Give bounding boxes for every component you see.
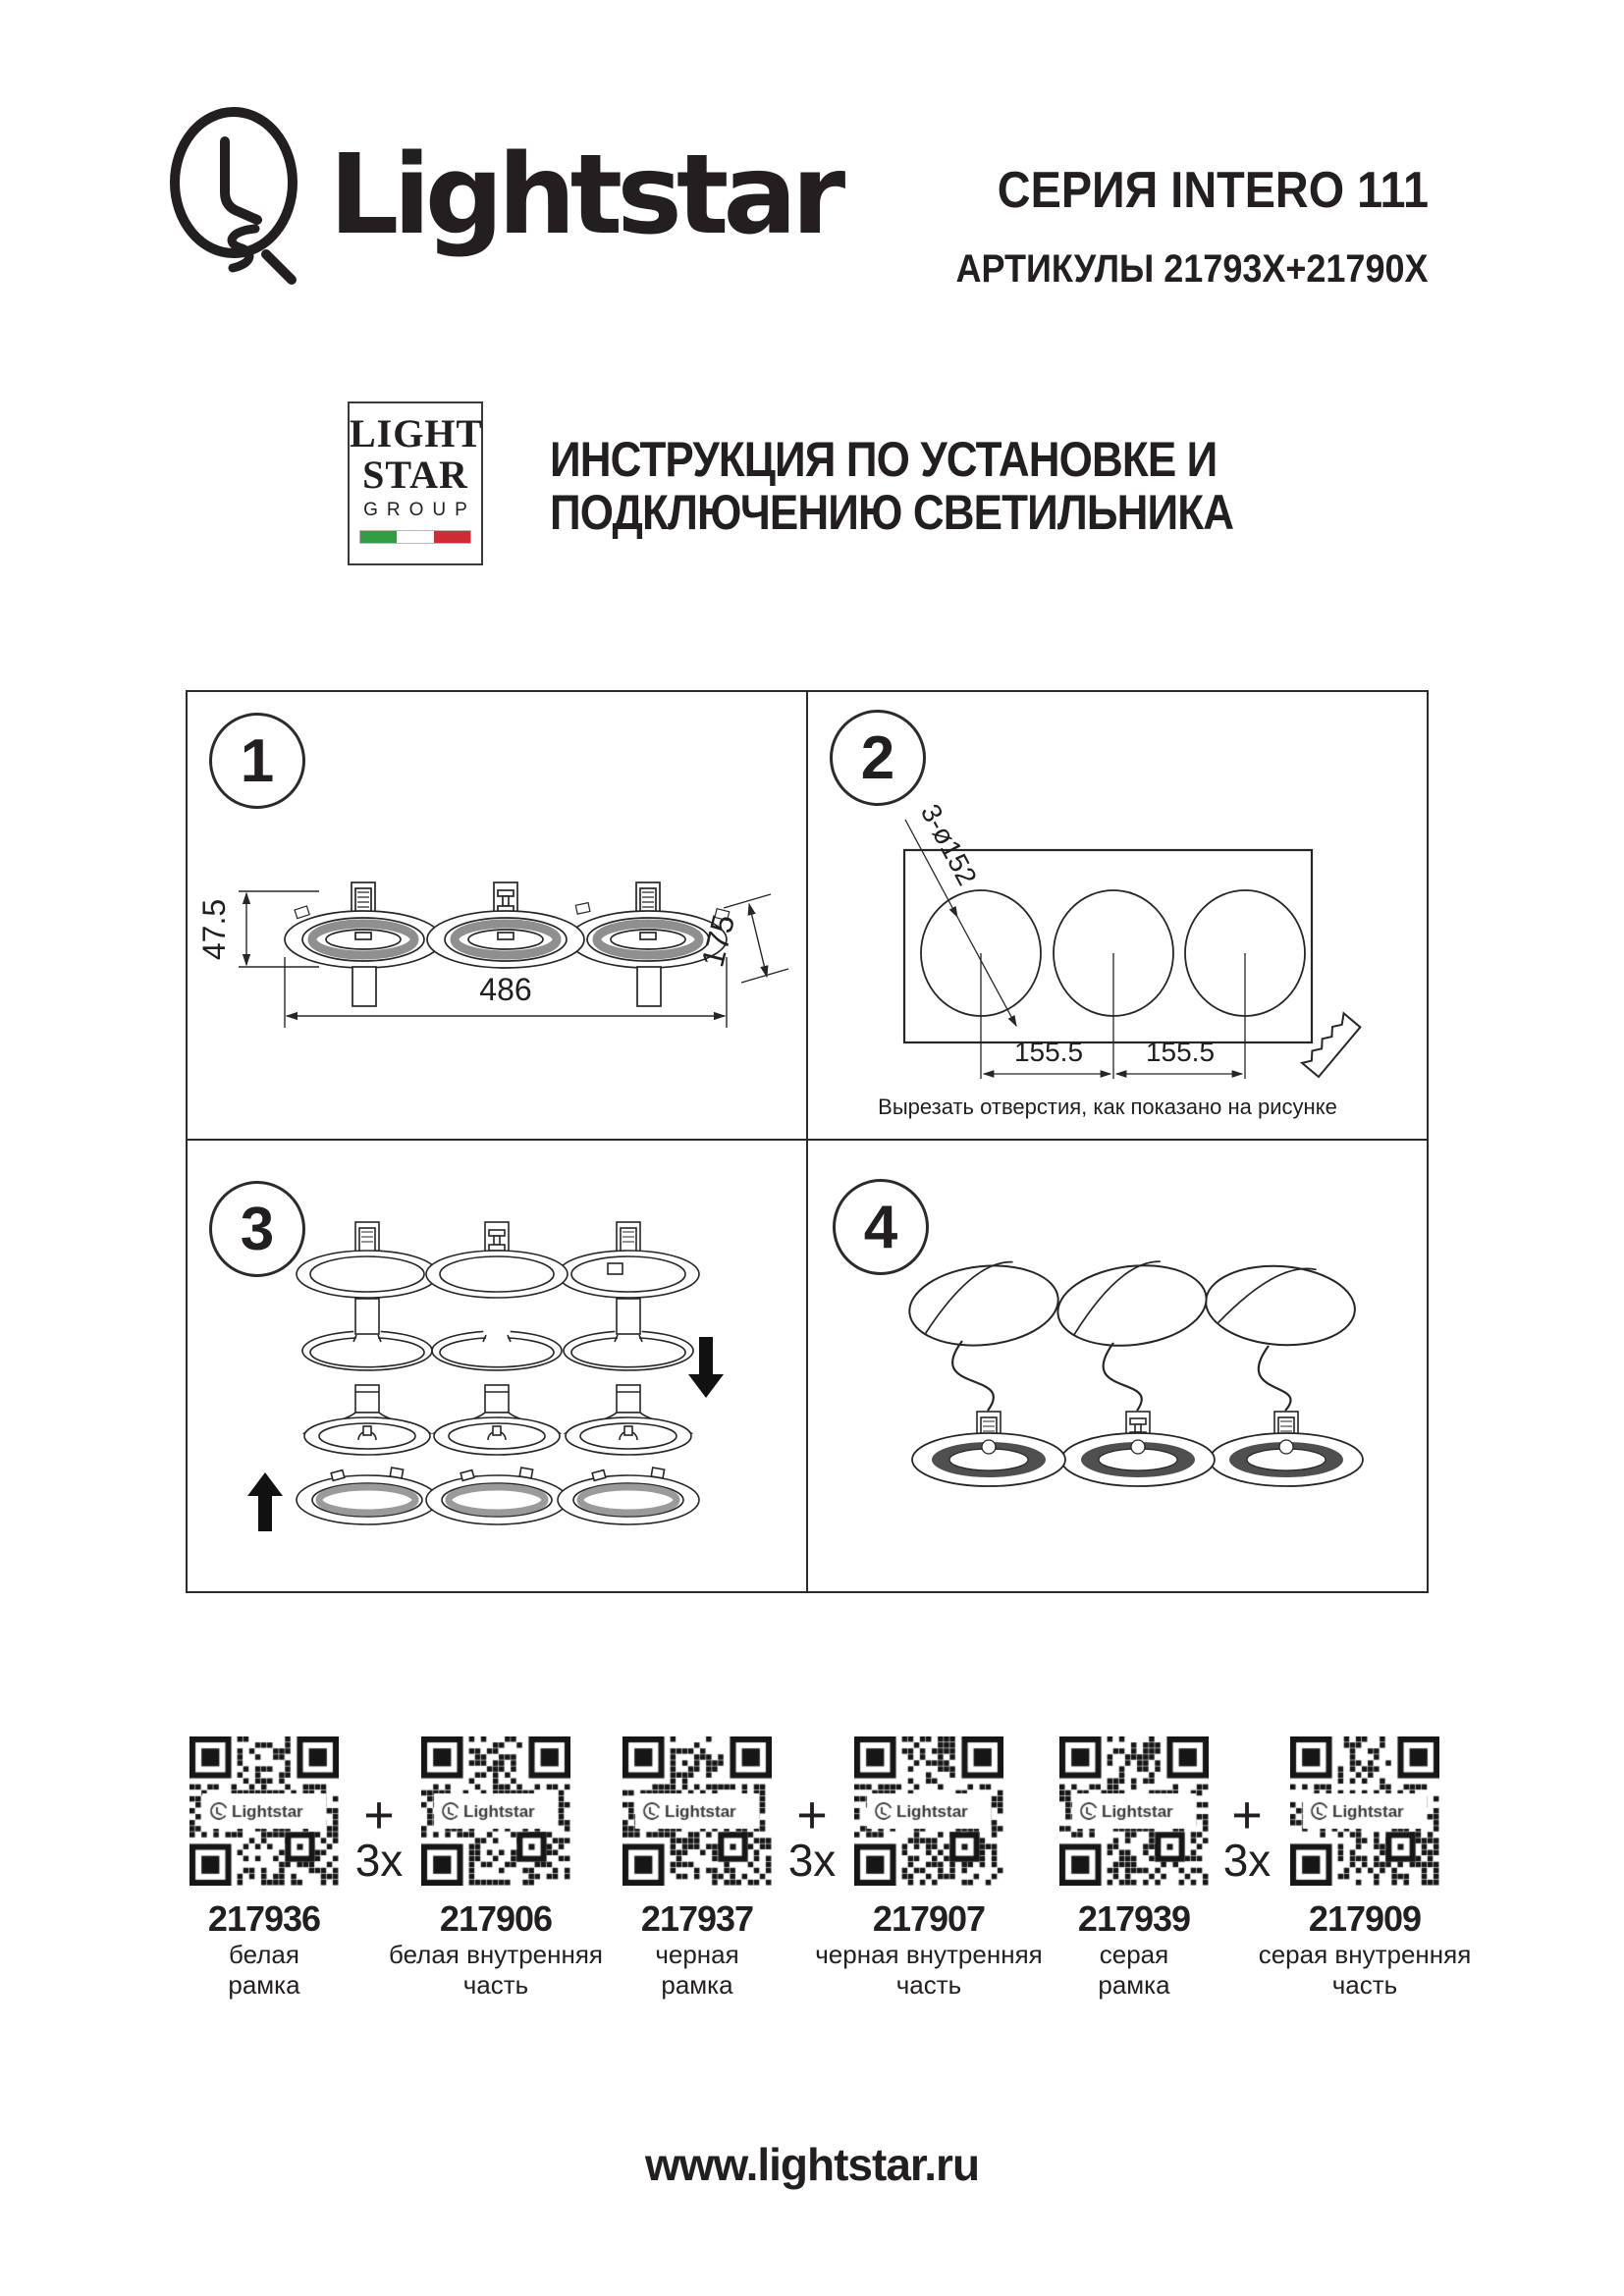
dim-spacing2-label: 155.5 (1145, 1037, 1216, 1067)
product-code: 217909 (1308, 1898, 1422, 1939)
plus-sign-1: + (363, 1786, 395, 1844)
inner-ring (426, 1468, 568, 1524)
retaining-rings (302, 1331, 693, 1370)
product-label: серая рамка (1098, 1940, 1170, 2000)
lightstar-group-logo (348, 401, 483, 565)
product-label: серая внутренняя часть (1258, 1940, 1472, 2000)
lamps (304, 1385, 691, 1455)
inner-ring (297, 1468, 438, 1524)
group-logo-light: LIGHT (350, 411, 484, 455)
italian-flag-bar (359, 530, 471, 544)
arrow-down-icon (688, 1337, 724, 1398)
plus-sign-2: + (796, 1786, 828, 1844)
dim-height-label: 47.5 (196, 898, 232, 961)
lamp (566, 1385, 691, 1455)
product-code: 217937 (640, 1898, 754, 1939)
multiplier-2: 3x (787, 1835, 837, 1886)
dim-width-label: 486 (479, 972, 532, 1007)
brand-wordmark: Lightstar (329, 132, 840, 259)
panel-4-installed-drawing (807, 1140, 1429, 1593)
qr-code-217907 (854, 1736, 1003, 1886)
step-1-badge: 1 (209, 713, 305, 809)
articles-line: АРТИКУЛЫ 21793X+21790X (955, 247, 1429, 291)
group-logo-group: GROUP (363, 500, 476, 520)
wires (952, 1341, 1290, 1411)
qr-code-217936 (189, 1736, 339, 1886)
mounting-covers (905, 1256, 1358, 1354)
flag-green (360, 531, 397, 543)
qr-code-217909 (1290, 1736, 1439, 1886)
product-code: 217939 (1077, 1898, 1191, 1939)
dim-spacing1-label: 155.5 (1013, 1037, 1084, 1067)
flag-white (397, 531, 433, 543)
website-url: www.lightstar.ru (644, 2139, 980, 2190)
dim-depth-label: 175 (694, 911, 742, 971)
product-code: 217906 (439, 1898, 553, 1939)
step-3-badge: 3 (209, 1181, 305, 1277)
group-logo-star: STAR (362, 453, 468, 497)
product-label: черная внутренняя часть (815, 1940, 1043, 2000)
qr-code-217937 (623, 1736, 772, 1886)
page-title-line1: ИНСТРУКЦИЯ ПО УСТАНОВКЕ И (550, 432, 1218, 487)
product-label: белая рамка (228, 1940, 300, 2000)
drill-diameter-label: 3-ø152 (914, 799, 983, 890)
lamp (304, 1385, 430, 1455)
series-title: СЕРИЯ INTERO 111 (997, 162, 1429, 219)
lightstar-bulb-icon (169, 104, 306, 293)
flag-red (434, 531, 470, 543)
arrow-up-icon (247, 1472, 283, 1531)
multiplier-3: 3x (1222, 1835, 1272, 1886)
dark-lamp-rims (932, 1440, 1343, 1477)
multiplier-1: 3x (354, 1835, 404, 1886)
inner-rings (297, 1468, 699, 1524)
panel-2-cutout-drawing (807, 690, 1429, 1140)
product-label: черная рамка (655, 1940, 739, 2000)
product-code: 217936 (207, 1898, 321, 1939)
step-4-badge: 4 (833, 1179, 929, 1275)
installed-plate (912, 1433, 1363, 1486)
qr-code-217906 (421, 1736, 570, 1886)
step-2-badge: 2 (830, 710, 926, 806)
assembled-frame (297, 1222, 699, 1334)
inner-ring (558, 1468, 699, 1524)
product-label: белая внутренняя часть (388, 1940, 603, 2000)
page-title (550, 433, 1241, 539)
qr-code-217939 (1059, 1736, 1209, 1886)
panel-1-dimensions-drawing (186, 690, 807, 1140)
product-code: 217907 (872, 1898, 986, 1939)
cutout-caption: Вырезать отверстия, как показано на рисунке (878, 1095, 1337, 1119)
plus-sign-3: + (1231, 1786, 1263, 1844)
lamp (434, 1385, 560, 1455)
panel-3-assembly-drawing (186, 1140, 807, 1593)
page-title-line2: ПОДКЛЮЧЕНИЮ СВЕТИЛЬНИКА (550, 485, 1234, 540)
